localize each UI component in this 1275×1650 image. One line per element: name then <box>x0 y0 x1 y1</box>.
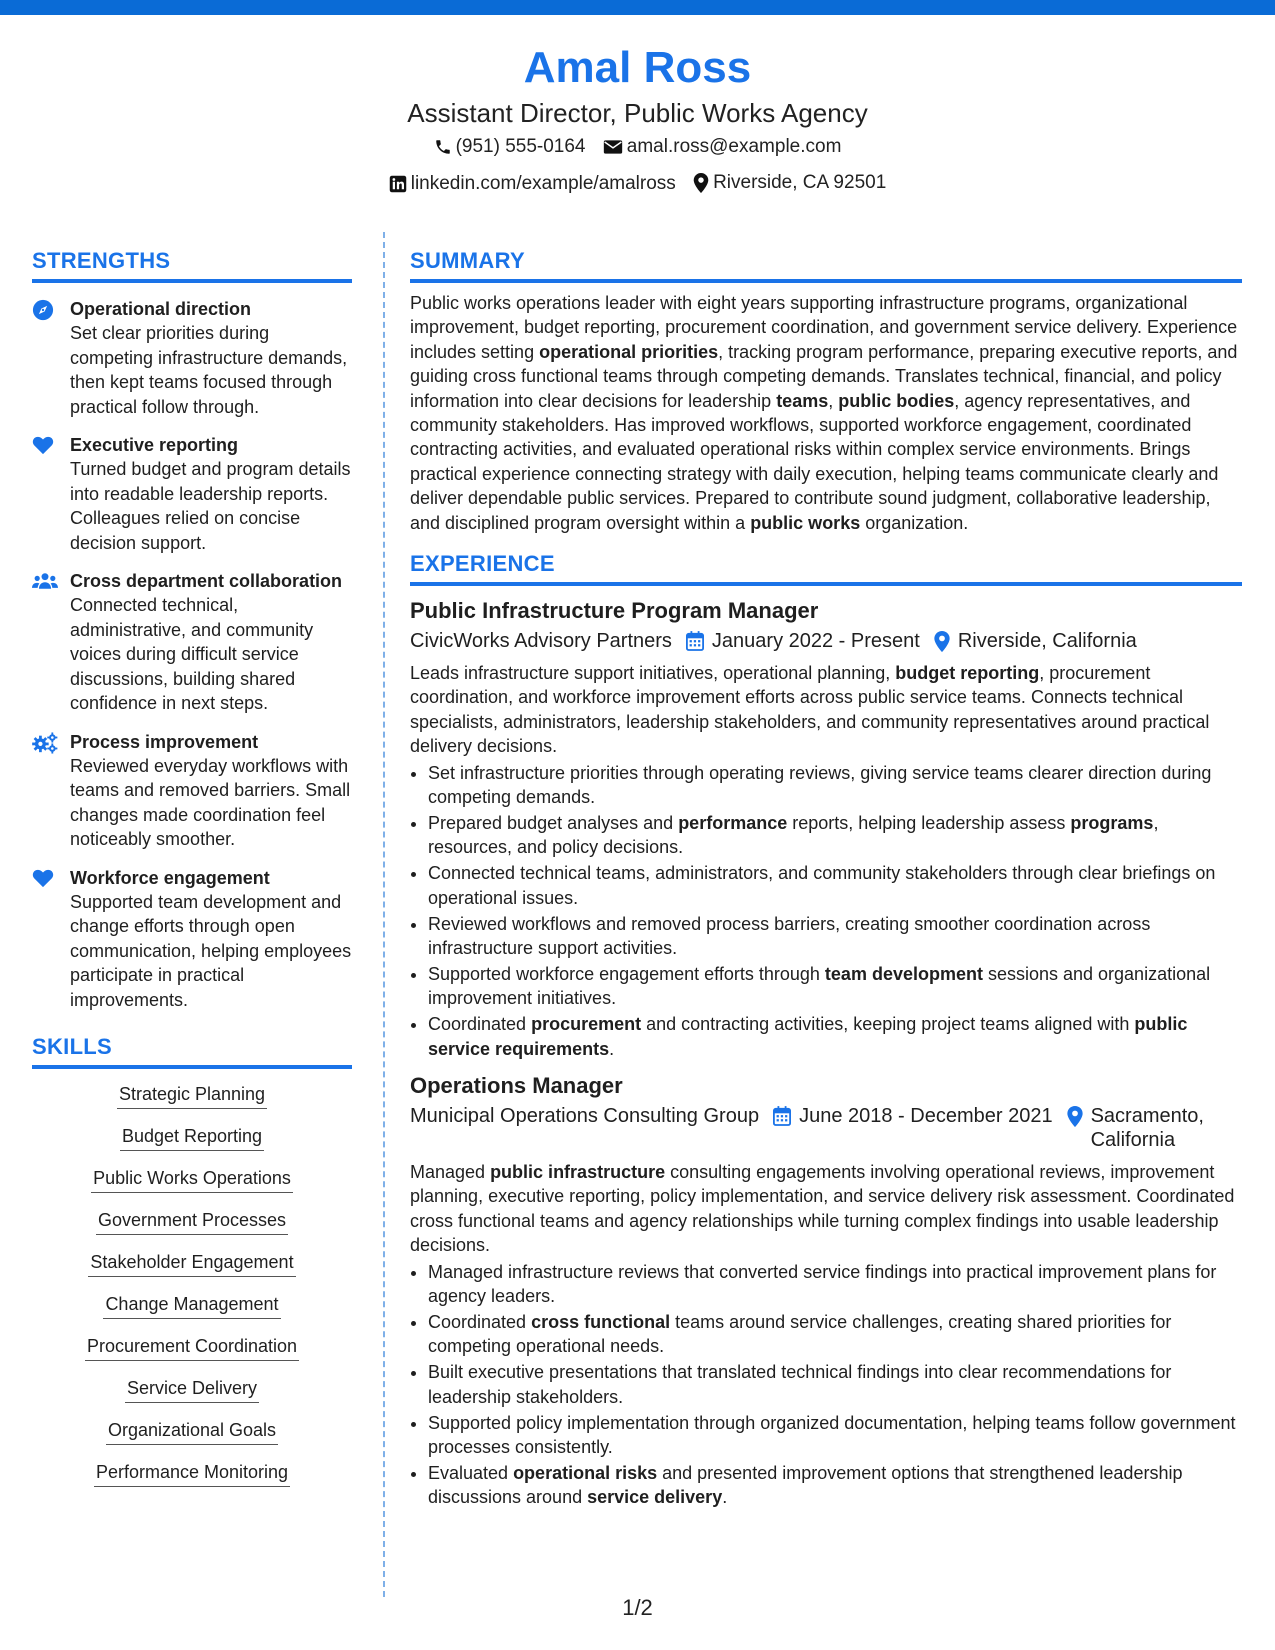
job-dates: January 2022 - Present <box>711 630 920 653</box>
strength-text: Set clear priorities during competing infrastructure demands, then kept teams focused through practical follow through. <box>70 323 348 417</box>
strength-heading: Process improvement <box>70 731 259 752</box>
skill-tag: Strategic Planning <box>117 1081 267 1109</box>
bullet-item: • Set infrastructure priorities through operating reviews, giving service teams clearer direction during competing demands. <box>428 761 1242 810</box>
calendar-icon <box>686 631 704 651</box>
column-divider <box>383 232 385 1597</box>
location-item <box>693 168 886 198</box>
skill-tag: Procurement Coordination <box>85 1333 299 1361</box>
candidate-title: Assistant Director, Public Works Agency <box>407 98 868 128</box>
linkedin-icon <box>389 175 407 193</box>
linkedin-text: linkedin.com/example/amalross <box>410 173 676 194</box>
top-accent-bar <box>0 0 1275 15</box>
bullet-item: • Managed infrastructure reviews that converted service findings into practical improvement plans for agency leaders. <box>428 1260 1242 1309</box>
job-location: Sacramento, California <box>1090 1105 1204 1152</box>
job-meta <box>410 629 1242 653</box>
phone-icon <box>434 138 452 156</box>
strengths-heading: STRENGTHS <box>32 246 352 283</box>
strength-item <box>32 297 352 419</box>
heart-icon <box>32 868 54 888</box>
bullet-item: • Supported workforce engagement efforts through team development sessions and organizational improvement initiatives. <box>428 962 1242 1011</box>
summary-heading: SUMMARY <box>410 246 1242 283</box>
page-number: 1/2 <box>622 1595 653 1620</box>
calendar-icon <box>773 1106 791 1126</box>
heart-icon <box>32 435 54 455</box>
map-pin-icon <box>934 631 950 652</box>
summary-text: Public works operations leader with eight years supporting infrastructure programs, organizational improvement, budget reporting, procurement coordination, and government service delivery. Experience includes setting operational priorities, tracking program performance, preparing executive reports, and guiding cross functional teams through competing demands. Translates technical, financial, and policy information into clear decisions for leadership teams, public bodies, agency representatives, and community stakeholders. Has improved workflows, supported workforce engagement, coordinated contracting activities, and evaluated operational risks within complex service environments. Brings practical experience connecting strategy with daily execution, helping teams communicate clearly and deliver dependable public services. Prepared to contribute sound judgment, collaborative leadership, and disciplined program oversight within a public works organization. <box>410 293 1238 533</box>
strength-heading: Executive reporting <box>70 435 239 455</box>
strength-item <box>32 433 352 555</box>
strength-item <box>32 866 352 1013</box>
job-entry <box>410 1071 1242 1510</box>
skill-tag: Service Delivery <box>125 1375 259 1403</box>
phone-item[interactable] <box>434 132 586 162</box>
strength-text: Reviewed everyday workflows with teams and removed barriers. Small changes made coordination feel noticeably smoother. <box>70 755 351 849</box>
job-meta <box>410 1104 1242 1152</box>
bullet-item: • Reviewed workflows and removed process barriers, creating smoother coordination across infrastructure support activities. <box>428 912 1242 961</box>
job-location: Riverside, California <box>957 630 1137 653</box>
bullet-item: • Connected technical teams, administrators, and community stakeholders through clear briefings on operational issues. <box>428 861 1242 910</box>
email-item[interactable] <box>603 132 842 162</box>
job-bullets <box>410 1260 1242 1510</box>
job-description: Leads infrastructure support initiatives, operational planning, budget reporting, procurement coordination, and workforce improvement efforts across public service teams. Connects technical specialists, administrators, leadership stakeholders, and community representatives around practical delivery decisions. <box>410 663 1210 757</box>
map-pin-icon <box>1067 1106 1083 1127</box>
skill-tag: Public Works Operations <box>91 1165 293 1193</box>
bullet-item: • Coordinated procurement and contracting activities, keeping project teams aligned with public service requirements. <box>428 1012 1242 1061</box>
strength-item <box>32 569 352 716</box>
strength-heading: Cross department collaboration <box>70 571 343 591</box>
contact-row-2 <box>0 168 1275 203</box>
linkedin-item[interactable] <box>389 169 676 199</box>
strength-item <box>32 730 352 852</box>
skills-heading: SKILLS <box>32 1032 352 1069</box>
job-dates: June 2018 - December 2021 <box>799 1105 1053 1128</box>
job-description: Managed public infrastructure consulting engagements involving operational reviews, improvement planning, executive reporting, policy implementation, and service delivery risk assessment. Coordinated cross functional teams and agency relationships while turning complex findings into usable leadership decisions. <box>410 1162 1235 1256</box>
map-pin-icon <box>693 173 709 193</box>
bullet-item: • Evaluated operational risks and presented improvement options that strengthened leadership discussions around service delivery. <box>428 1461 1242 1510</box>
strength-text: Turned budget and program details into readable leadership reports. Colleagues relied on concise decision support. <box>70 459 351 553</box>
job-entry <box>410 596 1242 1061</box>
skill-tag: Budget Reporting <box>120 1123 264 1151</box>
company-name: CivicWorks Advisory Partners <box>410 630 672 653</box>
job-bullets <box>410 761 1242 1061</box>
right-column <box>410 246 1242 1511</box>
experience-heading: EXPERIENCE <box>410 549 1242 586</box>
contact-row-1 <box>0 132 1275 166</box>
bullet-item: • Built executive presentations that translated technical findings into clear recommendations for leadership stakeholders. <box>428 1360 1242 1409</box>
resume-header <box>0 40 1275 203</box>
skill-tag: Change Management <box>103 1291 280 1319</box>
compass-icon <box>32 299 54 321</box>
strength-heading: Operational direction <box>70 299 252 319</box>
strength-text: Supported team development and change efforts through open communication, helping employees participate in practical improvements. <box>70 891 352 1010</box>
job-title: Public Infrastructure Program Manager <box>410 598 819 624</box>
skill-tag: Government Processes <box>96 1207 288 1235</box>
bullet-item: • Prepared budget analyses and performance reports, helping leadership assess programs, resources, and policy decisions. <box>428 811 1242 860</box>
skills-list <box>32 1081 352 1501</box>
phone-text: (951) 555-0164 <box>455 136 586 157</box>
bullet-item: • Supported policy implementation through organized documentation, helping teams follow government processes consistently. <box>428 1411 1242 1460</box>
strength-text: Connected technical, administrative, and community voices during difficult service discussions, building shared confidence in next steps. <box>70 595 314 713</box>
left-column <box>32 246 352 1501</box>
gears-icon <box>32 732 58 754</box>
users-icon <box>32 571 58 591</box>
candidate-name: Amal Ross <box>523 43 752 92</box>
skill-tag: Organizational Goals <box>106 1417 278 1445</box>
job-title: Operations Manager <box>410 1073 623 1099</box>
location-text: Riverside, CA 92501 <box>713 172 887 193</box>
skill-tag: Stakeholder Engagement <box>88 1249 295 1277</box>
strength-heading: Workforce engagement <box>70 867 270 888</box>
company-name: Municipal Operations Consulting Group <box>410 1105 760 1128</box>
email-text: amal.ross@example.com <box>626 136 842 157</box>
bullet-item: • Coordinated cross functional teams around service challenges, creating shared priorities for competing operational needs. <box>428 1310 1242 1359</box>
skill-tag: Performance Monitoring <box>94 1459 290 1487</box>
envelope-icon <box>603 138 623 156</box>
